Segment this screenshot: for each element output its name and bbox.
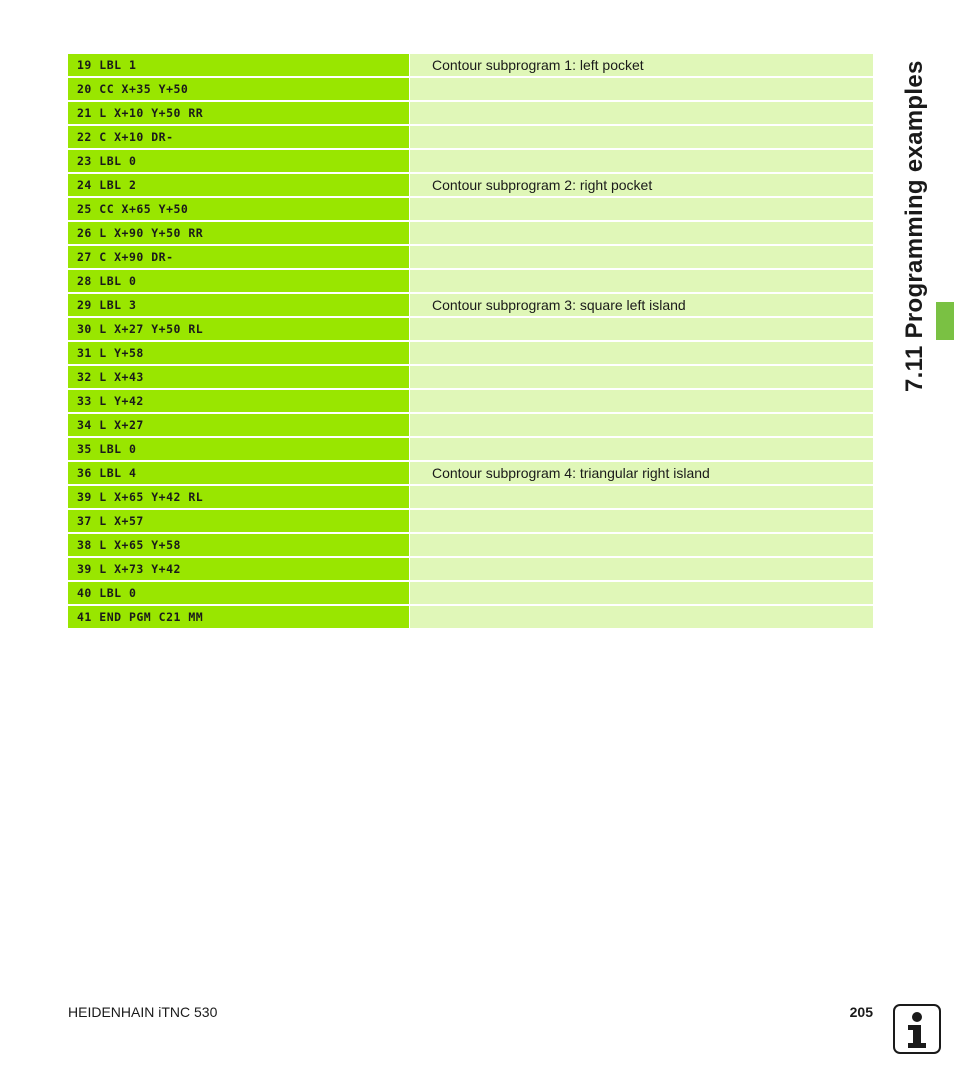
comment-cell [410, 102, 873, 124]
comment-cell [410, 534, 873, 556]
nc-code-cell: 25 CC X+65 Y+50 [68, 198, 409, 220]
comment-cell: Contour subprogram 4: triangular right island [410, 462, 873, 484]
comment-cell [410, 318, 873, 340]
nc-code-cell: 34 L X+27 [68, 414, 409, 436]
program-row [68, 318, 873, 340]
comment-cell [410, 150, 873, 172]
program-row [68, 438, 873, 460]
comment-cell [410, 222, 873, 244]
nc-code-cell: 37 L X+57 [68, 510, 409, 532]
program-row [68, 78, 873, 100]
comment-cell [410, 414, 873, 436]
comment-cell [410, 366, 873, 388]
program-row [68, 510, 873, 532]
comment-cell [410, 606, 873, 628]
program-row [68, 246, 873, 268]
nc-code-cell: 30 L X+27 Y+50 RL [68, 318, 409, 340]
nc-code-cell: 22 C X+10 DR- [68, 126, 409, 148]
nc-code-cell: 19 LBL 1 [68, 54, 409, 76]
nc-code-cell: 31 L Y+58 [68, 342, 409, 364]
program-row [68, 558, 873, 580]
comment-cell [410, 582, 873, 604]
nc-code-cell: 39 L X+65 Y+42 RL [68, 486, 409, 508]
program-row [68, 390, 873, 412]
program-row [68, 198, 873, 220]
comment-cell [410, 78, 873, 100]
nc-code-cell: 32 L X+43 [68, 366, 409, 388]
nc-code-cell: 40 LBL 0 [68, 582, 409, 604]
nc-code-cell: 39 L X+73 Y+42 [68, 558, 409, 580]
program-row [68, 534, 873, 556]
program-row [68, 366, 873, 388]
program-row [68, 270, 873, 292]
comment-cell [410, 486, 873, 508]
nc-code-cell: 35 LBL 0 [68, 438, 409, 460]
comment-cell [410, 198, 873, 220]
program-row [68, 606, 873, 628]
nc-code-cell: 24 LBL 2 [68, 174, 409, 196]
program-row [68, 486, 873, 508]
nc-code-cell: 33 L Y+42 [68, 390, 409, 412]
nc-code-cell: 20 CC X+35 Y+50 [68, 78, 409, 100]
program-listing [68, 54, 873, 630]
nc-code-cell: 23 LBL 0 [68, 150, 409, 172]
program-row [68, 414, 873, 436]
nc-code-cell: 21 L X+10 Y+50 RR [68, 102, 409, 124]
program-row [68, 54, 873, 76]
program-row [68, 582, 873, 604]
comment-cell: Contour subprogram 2: right pocket [410, 174, 873, 196]
comment-cell [410, 510, 873, 532]
nc-code-cell: 36 LBL 4 [68, 462, 409, 484]
program-row [68, 342, 873, 364]
program-row [68, 126, 873, 148]
comment-cell: Contour subprogram 1: left pocket [410, 54, 873, 76]
comment-cell: Contour subprogram 3: square left island [410, 294, 873, 316]
program-row [68, 294, 873, 316]
section-title: 7.11 Programming examples [901, 60, 928, 392]
comment-cell [410, 126, 873, 148]
page-number: 205 [849, 1004, 873, 1020]
nc-code-cell: 26 L X+90 Y+50 RR [68, 222, 409, 244]
comment-cell [410, 246, 873, 268]
program-row [68, 222, 873, 244]
program-row [68, 102, 873, 124]
info-icon [893, 1004, 941, 1054]
comment-cell [410, 270, 873, 292]
program-row [68, 174, 873, 196]
nc-code-cell: 28 LBL 0 [68, 270, 409, 292]
comment-cell [410, 390, 873, 412]
comment-cell [410, 558, 873, 580]
nc-code-cell: 38 L X+65 Y+58 [68, 534, 409, 556]
nc-code-cell: 29 LBL 3 [68, 294, 409, 316]
program-row [68, 462, 873, 484]
nc-code-cell: 41 END PGM C21 MM [68, 606, 409, 628]
section-tab-marker [936, 302, 954, 340]
comment-cell [410, 342, 873, 364]
footer-manual-name: HEIDENHAIN iTNC 530 [68, 1004, 218, 1020]
nc-code-cell: 27 C X+90 DR- [68, 246, 409, 268]
comment-cell [410, 438, 873, 460]
program-row [68, 150, 873, 172]
